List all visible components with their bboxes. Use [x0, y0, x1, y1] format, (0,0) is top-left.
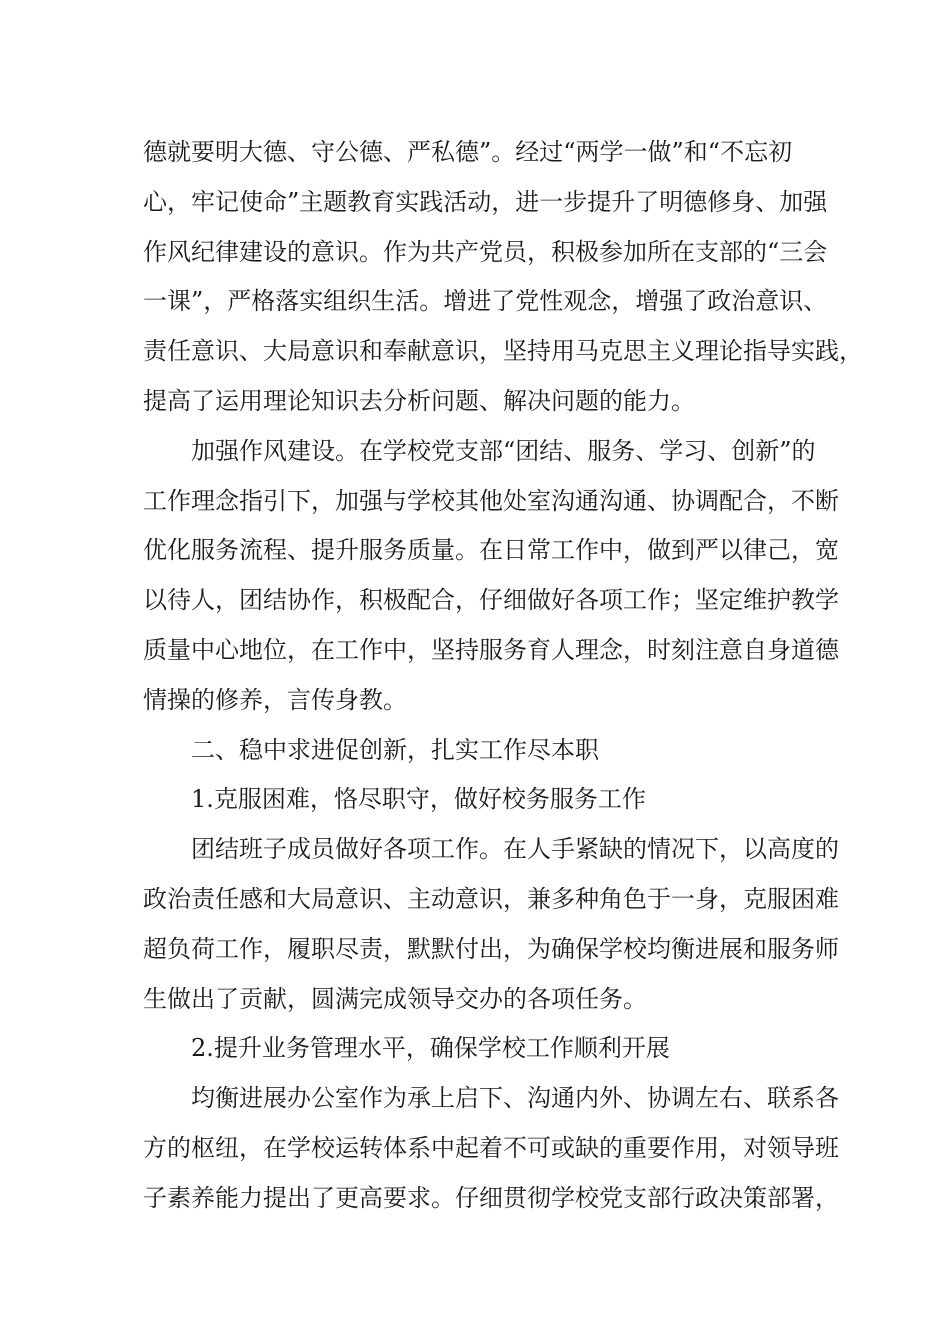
- text-line: 政治责任感和大局意识、主动意识，兼多种角色于一身，克服困难: [143, 884, 839, 913]
- text-line: 生做出了贡献，圆满完成领导交办的各项任务。: [143, 984, 647, 1013]
- text-line: 情操的修养，言传身教。: [143, 685, 407, 714]
- text-line: 工作理念指引下，加强与学校其他处室沟通沟通、协调配合，不断: [143, 486, 839, 515]
- text-line: 德就要明大德、守公德、严私德”。经过“两学一做”和“不忘初: [143, 138, 793, 166]
- subsection-heading: 1.克服困难，恪尽职守，做好校务服务工作: [191, 785, 646, 814]
- document-body: [143, 128, 863, 1224]
- text-line: 优化服务流程、提升服务质量。在日常工作中，做到严以律己，宽: [143, 536, 839, 565]
- text-line: 超负荷工作，履职尽责，默默付出，为确保学校均衡进展和服务师: [143, 934, 839, 963]
- text-line: 子素养能力提出了更高要求。仔细贯彻学校党支部行政决策部署，: [143, 1183, 839, 1212]
- text-line: 心，牢记使命”主题教育实践活动，进一步提升了明德修身、加强: [143, 187, 828, 216]
- section-heading: 二、稳中求进促创新，扎实工作尽本职: [191, 735, 599, 764]
- text-line: 质量中心地位，在工作中，坚持服务育人理念，时刻注意自身道德: [143, 635, 839, 664]
- text-line: 以待人，团结协作，积极配合，仔细做好各项工作；坚定维护教学: [143, 586, 839, 615]
- text-line: 责任意识、大局意识和奉献意识，坚持用马克思主义理论指导实践，: [143, 337, 863, 366]
- subsection-heading: 2.提升业务管理水平，确保学校工作顺利开展: [191, 1034, 670, 1063]
- text-line: 提高了运用理论知识去分析问题、解决问题的能力。: [143, 386, 695, 415]
- paragraph-start-line: 均衡进展办公室作为承上启下、沟通内外、协调左右、联系各: [191, 1084, 839, 1113]
- text-line: 一课”，严格落实组织生活。增进了党性观念，增强了政治意识、: [143, 287, 828, 316]
- paragraph-start-line: 加强作风建设。在学校党支部“团结、服务、学习、创新”的: [191, 436, 816, 465]
- text-line: 作风纪律建设的意识。作为共产党员，积极参加所在支部的“三会: [143, 237, 828, 266]
- paragraph-start-line: 团结班子成员做好各项工作。在人手紧缺的情况下，以高度的: [191, 835, 839, 864]
- text-line: 方的枢纽，在学校运转体系中起着不可或缺的重要作用，对领导班: [143, 1133, 839, 1162]
